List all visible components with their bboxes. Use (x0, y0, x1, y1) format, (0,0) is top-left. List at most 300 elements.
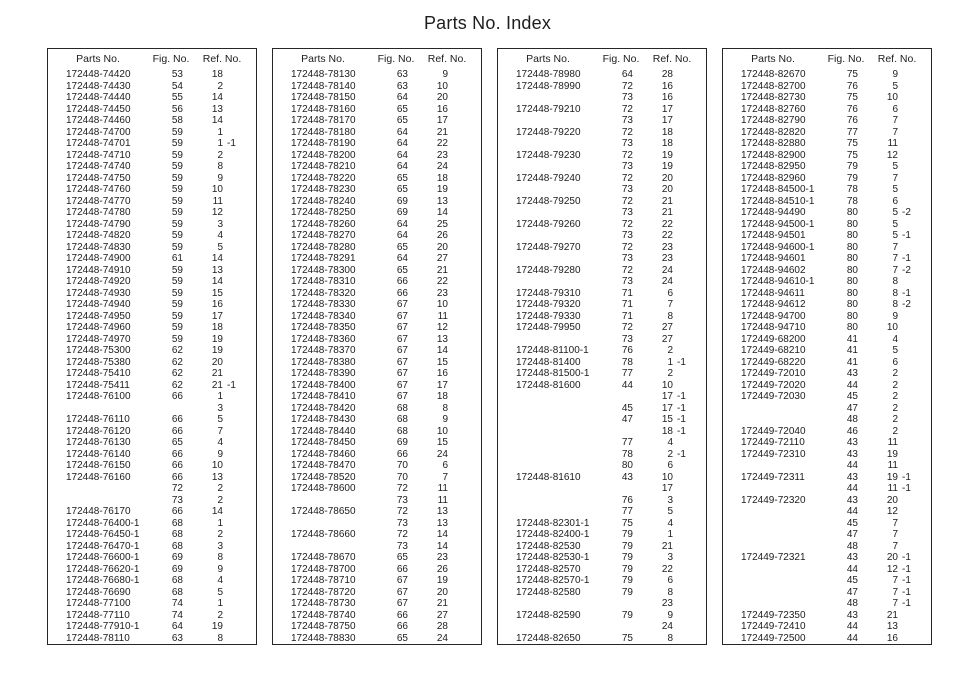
fig-no-cell: 75 (846, 149, 858, 161)
parts-no-cell: 172448-78360 (291, 333, 356, 345)
parts-no-cell: 172448-79270 (516, 241, 581, 253)
ref-no-cell: 21 (661, 207, 673, 218)
parts-no-cell: 172448-76170 (66, 506, 131, 517)
ref-suffix-cell (448, 196, 478, 208)
table-row (273, 587, 481, 599)
table-row (498, 115, 706, 127)
table-row (498, 104, 706, 116)
table-row (723, 150, 931, 162)
fig-no-cell: 68 (171, 540, 183, 552)
fig-no-cell: 80 (846, 207, 858, 218)
table-row (48, 357, 256, 369)
table-row (273, 207, 481, 219)
ref-suffix-cell (448, 403, 478, 415)
parts-no-cell: 172448-82570 (516, 563, 581, 575)
parts-no-cell: 172449-72030 (741, 391, 806, 402)
fig-no-cell: 43 (846, 494, 858, 506)
parts-no-cell: 172448-78250 (291, 207, 356, 218)
parts-no-cell: 172448-74970 (66, 333, 131, 345)
parts-no-cell: 172448-74700 (66, 126, 131, 138)
table-row (723, 322, 931, 334)
fig-no-cell: 76 (621, 345, 633, 356)
table-row (498, 380, 706, 392)
parts-no-cell: 172448-78270 (291, 230, 356, 241)
parts-no-cell: 172448-79950 (516, 322, 581, 333)
fig-no-cell: 63 (396, 80, 408, 92)
ref-no-cell: 11 (887, 138, 898, 149)
parts-no-cell: 172448-78220 (291, 172, 356, 184)
ref-no-cell: 4 (892, 333, 898, 345)
ref-no-cell: 9 (442, 414, 448, 425)
parts-no-cell: 172448-76100 (66, 391, 131, 402)
ref-suffix-cell (898, 173, 928, 185)
ref-no-cell: 2 (217, 483, 223, 494)
ref-no-cell: 28 (661, 69, 673, 80)
ref-no-cell: 5 (217, 241, 223, 253)
table-row (723, 230, 931, 242)
ref-suffix-cell (448, 276, 478, 288)
ref-no-cell: 17 (661, 402, 673, 414)
ref-no-cell: 9 (892, 310, 898, 322)
parts-no-cell: 172448-74920 (66, 276, 131, 287)
ref-no-cell: 21 (436, 598, 448, 609)
ref-no-cell: 27 (661, 322, 673, 333)
parts-no-cell: 172449-72040 (741, 425, 806, 437)
ref-suffix-cell (673, 207, 703, 219)
parts-no-cell: 172448-82580 (516, 586, 581, 598)
fig-no-cell: 48 (846, 598, 858, 609)
table-row (723, 587, 931, 599)
ref-no-cell: 5 (892, 207, 898, 218)
table-row (498, 483, 706, 495)
parts-no-cell: 172448-74960 (66, 322, 131, 333)
table-row (498, 449, 706, 461)
ref-suffix-cell (223, 311, 253, 323)
table-row (48, 219, 256, 231)
parts-no-cell: 172448-82820 (741, 126, 806, 138)
table-row (498, 357, 706, 369)
ref-suffix-cell (223, 92, 253, 104)
ref-no-cell: 17 (661, 115, 673, 126)
fig-no-cell: 80 (621, 460, 633, 471)
fig-no-cell: 44 (846, 460, 858, 471)
ref-suffix-cell (448, 495, 478, 507)
ref-no-cell: 14 (211, 506, 223, 517)
fig-no-cell: 59 (171, 333, 183, 345)
table-row (48, 610, 256, 622)
table-row (48, 506, 256, 518)
parts-no-cell: 172448-78410 (291, 391, 356, 402)
fig-no-cell: 75 (846, 69, 858, 80)
ref-no-cell: 11 (437, 310, 448, 322)
parts-no-cell: 172448-94612 (741, 299, 806, 310)
table-row (273, 621, 481, 633)
ref-no-cell: 21 (661, 195, 673, 207)
table-row (48, 552, 256, 564)
ref-suffix-cell (898, 610, 928, 622)
ref-no-cell: 10 (211, 184, 223, 195)
ref-no-cell: 7 (892, 586, 898, 598)
ref-suffix-cell (673, 92, 703, 104)
parts-no-cell: 172448-84500-1 (741, 184, 815, 195)
fig-no-cell: 65 (396, 115, 408, 126)
ref-no-cell: 2 (892, 414, 898, 425)
table-row (723, 115, 931, 127)
fig-no-cell: 66 (171, 391, 183, 402)
fig-no-cell: 80 (846, 322, 858, 333)
fig-no-cell: 78 (846, 195, 858, 207)
table-row (273, 230, 481, 242)
parts-no-cell (498, 391, 615, 403)
table-row (273, 184, 481, 196)
table-header-row (273, 52, 481, 69)
table-row (48, 184, 256, 196)
ref-no-cell: 22 (436, 138, 448, 149)
fig-no-cell: 76 (846, 80, 858, 92)
table-row (498, 161, 706, 173)
parts-index-table (722, 48, 932, 645)
parts-no-cell: 172448-74770 (66, 195, 131, 207)
ref-no-cell: 20 (436, 241, 448, 253)
parts-no-cell (498, 495, 615, 507)
ref-suffix-cell (223, 506, 253, 518)
ref-suffix-cell (898, 334, 928, 346)
table-row (48, 104, 256, 116)
ref-suffix-cell: -1 (677, 425, 686, 437)
table-row (498, 230, 706, 242)
page-title: Parts No. Index (423, 13, 552, 33)
table-row (723, 518, 931, 530)
ref-no-cell: 14 (436, 345, 448, 356)
ref-suffix-cell (223, 368, 253, 380)
ref-suffix-cell (448, 587, 478, 599)
ref-suffix-cell (448, 598, 478, 610)
parts-no-cell: 172448-78240 (291, 195, 356, 207)
table-row (273, 253, 481, 265)
ref-suffix-cell: -1 (677, 356, 686, 368)
ref-no-cell: 26 (436, 230, 448, 241)
ref-suffix-cell (673, 380, 703, 392)
ref-no-cell: 13 (436, 333, 448, 345)
table-row (48, 368, 256, 380)
fig-no-cell: 79 (621, 540, 633, 552)
parts-no-cell (498, 460, 615, 472)
fig-no-cell: 75 (621, 517, 633, 529)
parts-no-cell: 172448-78380 (291, 356, 356, 368)
table-row (273, 460, 481, 472)
fig-no-cell: 41 (846, 333, 858, 345)
table-row (723, 552, 931, 564)
ref-no-cell: 19 (211, 621, 223, 632)
table-row (723, 414, 931, 426)
ref-no-cell: 8 (667, 586, 673, 598)
fig-no-cell: 44 (846, 563, 858, 575)
fig-no-cell: 79 (621, 563, 633, 575)
ref-suffix-cell (223, 69, 253, 81)
fig-no-cell: 47 (846, 586, 858, 598)
table-row (498, 587, 706, 599)
ref-no-cell: 7 (892, 575, 898, 586)
fig-no-cell: 65 (396, 552, 408, 563)
parts-no-cell: 172448-82530 (516, 540, 581, 552)
ref-no-cell: 17 (211, 310, 223, 322)
parts-no-cell: 172448-82790 (741, 115, 806, 126)
ref-suffix-cell (673, 173, 703, 185)
fig-no-cell: 70 (396, 471, 408, 483)
ref-no-cell: 20 (436, 92, 448, 103)
ref-suffix-cell (898, 242, 928, 254)
ref-suffix-cell (448, 173, 478, 185)
table-row (498, 127, 706, 139)
table-row (48, 345, 256, 357)
parts-no-cell: 172448-78400 (291, 379, 356, 391)
parts-no-cell (48, 483, 165, 495)
table-row (48, 276, 256, 288)
ref-no-cell: 20 (661, 172, 673, 184)
fig-no-header: Fig. No. (602, 53, 640, 65)
ref-suffix-cell: -2 (902, 264, 911, 276)
table-row (48, 311, 256, 323)
ref-no-header: Ref. No. (652, 53, 692, 65)
ref-suffix-cell (448, 357, 478, 369)
ref-no-cell: 7 (892, 517, 898, 529)
parts-no-cell (273, 518, 390, 530)
ref-suffix-cell (448, 322, 478, 334)
parts-no-cell: 172448-82650 (516, 632, 581, 644)
parts-no-cell: 172448-78210 (291, 161, 356, 172)
fig-no-cell: 72 (621, 80, 633, 92)
parts-no-cell: 172448-82400-1 (516, 529, 590, 540)
parts-no-cell: 172448-78830 (291, 632, 356, 644)
table-row (498, 219, 706, 231)
ref-no-cell: 14 (436, 207, 448, 218)
ref-suffix-cell (898, 138, 928, 150)
parts-no-cell: 172448-76150 (66, 460, 131, 471)
parts-no-cell: 172448-82570-1 (516, 575, 590, 586)
ref-no-cell: 13 (211, 264, 223, 276)
fig-no-cell: 73 (621, 138, 633, 149)
ref-no-cell: 1 (217, 598, 223, 609)
parts-no-cell (498, 621, 615, 633)
ref-no-cell: 19 (886, 448, 898, 460)
ref-suffix-cell: -1 (902, 586, 911, 598)
ref-no-cell: 18 (211, 69, 223, 80)
fig-no-cell: 66 (396, 276, 408, 287)
ref-no-cell: 27 (661, 333, 673, 345)
ref-no-cell: 18 (661, 126, 673, 138)
ref-no-cell: 23 (661, 598, 673, 609)
ref-suffix-cell (898, 115, 928, 127)
ref-no-cell: 23 (436, 287, 448, 299)
ref-no-cell: 26 (436, 563, 448, 575)
ref-suffix-cell (898, 161, 928, 173)
parts-no-cell (48, 403, 165, 415)
table-row (723, 161, 931, 173)
fig-no-cell: 46 (846, 425, 858, 437)
ref-suffix-cell (448, 242, 478, 254)
parts-no-cell: 172448-78340 (291, 310, 356, 322)
fig-no-cell: 45 (846, 517, 858, 529)
ref-suffix-cell (223, 552, 253, 564)
ref-suffix-cell: -2 (902, 207, 911, 218)
ref-suffix-cell (673, 322, 703, 334)
ref-no-cell: 3 (217, 218, 223, 230)
ref-no-cell: 20 (436, 586, 448, 598)
parts-no-cell: 172448-74430 (66, 80, 131, 92)
table-row (48, 529, 256, 541)
table-row (723, 311, 931, 323)
fig-no-cell: 79 (621, 586, 633, 598)
fig-no-cell: 72 (621, 218, 633, 230)
parts-no-cell: 172448-79250 (516, 195, 581, 207)
table-row (273, 633, 481, 645)
ref-no-cell: 1 (217, 138, 223, 149)
ref-suffix-cell (223, 276, 253, 288)
parts-no-cell: 172448-75410 (66, 368, 131, 379)
parts-no-cell: 172448-74930 (66, 287, 131, 299)
ref-no-cell: 5 (892, 80, 898, 92)
parts-no-cell: 172448-78320 (291, 287, 356, 299)
parts-no-cell: 172448-78350 (291, 322, 356, 333)
parts-no-cell: 172448-81610 (516, 471, 581, 483)
parts-no-cell: 172448-82670 (741, 69, 806, 80)
fig-no-cell: 68 (171, 575, 183, 586)
fig-no-cell: 41 (846, 345, 858, 356)
table-row (498, 575, 706, 587)
fig-no-cell: 70 (396, 460, 408, 471)
fig-no-cell (615, 483, 633, 495)
fig-no-cell: 76 (621, 494, 633, 506)
parts-no-cell: 172448-74740 (66, 161, 131, 172)
parts-no-cell: 172448-78750 (291, 621, 356, 632)
fig-no-cell: 73 (621, 276, 633, 287)
ref-suffix-cell (673, 345, 703, 357)
table-row (48, 575, 256, 587)
ref-suffix-cell (673, 127, 703, 139)
table-row (498, 345, 706, 357)
ref-suffix-cell (898, 357, 928, 369)
ref-no-cell: 2 (217, 494, 223, 506)
ref-no-cell: 2 (892, 425, 898, 437)
parts-no-cell: 172449-72020 (741, 379, 806, 391)
table-row (498, 633, 706, 645)
parts-no-cell (723, 403, 840, 415)
fig-no-cell: 73 (396, 494, 408, 506)
parts-no-cell: 172448-76110 (66, 414, 130, 425)
fig-no-cell: 65 (396, 632, 408, 644)
fig-no-cell: 73 (621, 184, 633, 195)
parts-no-cell: 172448-76160 (66, 471, 131, 483)
fig-no-cell: 43 (621, 471, 633, 483)
table-row (48, 207, 256, 219)
parts-no-cell: 172448-74460 (66, 115, 131, 126)
ref-no-header: Ref. No. (877, 53, 917, 65)
fig-no-cell: 73 (621, 92, 633, 103)
ref-suffix-cell (448, 81, 478, 93)
parts-no-cell: 172448-78190 (291, 138, 356, 149)
parts-no-cell: 172448-78291 (291, 253, 356, 264)
parts-no-cell (498, 230, 615, 242)
ref-suffix-cell (673, 506, 703, 518)
table-row (723, 276, 931, 288)
parts-no-cell: 172449-72010 (741, 368, 806, 379)
table-row (273, 472, 481, 484)
fig-no-cell: 71 (621, 287, 633, 299)
table-row (48, 334, 256, 346)
ref-no-cell: 23 (661, 241, 673, 253)
ref-suffix-cell (223, 184, 253, 196)
ref-no-cell: 17 (661, 483, 673, 494)
parts-no-cell: 172448-75411 (66, 379, 130, 391)
ref-suffix-cell (448, 506, 478, 518)
ref-suffix-cell (223, 633, 253, 645)
table-row (48, 495, 256, 507)
fig-no-cell: 59 (171, 310, 183, 322)
fig-no-cell: 72 (396, 483, 408, 494)
table-row (273, 495, 481, 507)
ref-no-cell: 19 (211, 345, 223, 356)
parts-no-cell: 172448-77110 (66, 609, 130, 621)
ref-suffix-cell (448, 575, 478, 587)
parts-no-cell: 172448-78440 (291, 425, 356, 437)
fig-no-cell: 80 (846, 299, 858, 310)
ref-no-cell: 19 (886, 471, 898, 483)
table-row (498, 495, 706, 507)
fig-no-cell: 45 (621, 402, 633, 414)
ref-no-cell: 10 (661, 379, 673, 391)
ref-no-cell: 24 (436, 632, 448, 644)
ref-suffix-cell (448, 472, 478, 484)
table-row (723, 403, 931, 415)
fig-no-cell: 79 (621, 529, 633, 540)
table-row (48, 265, 256, 277)
table-row (498, 426, 706, 438)
table-row (723, 483, 931, 495)
ref-suffix-cell (223, 357, 253, 369)
parts-no-cell: 172448-74750 (66, 172, 131, 184)
ref-suffix-cell (448, 345, 478, 357)
parts-no-cell: 172448-94610-1 (741, 276, 815, 287)
ref-suffix-cell (673, 495, 703, 507)
fig-no-cell: 69 (396, 437, 408, 448)
ref-suffix-cell (223, 564, 253, 576)
ref-no-cell: 17 (661, 103, 673, 115)
parts-no-cell: 172449-72350 (741, 609, 806, 621)
ref-no-cell: 12 (211, 207, 223, 218)
fig-no-cell: 72 (396, 529, 408, 540)
fig-no-cell: 73 (621, 115, 633, 126)
ref-no-cell: 11 (887, 483, 898, 494)
parts-no-cell: 172448-74450 (66, 103, 131, 115)
table-row (48, 587, 256, 599)
ref-suffix-cell: -1 (227, 138, 236, 149)
ref-no-cell: 2 (892, 402, 898, 414)
parts-no-cell: 172448-94700 (741, 310, 806, 322)
parts-no-cell: 172448-78300 (291, 264, 356, 276)
fig-no-cell: 67 (396, 575, 408, 586)
ref-no-cell: 24 (661, 264, 673, 276)
ref-suffix-cell: -1 (902, 575, 911, 586)
parts-no-cell: 172448-94501 (741, 230, 806, 241)
fig-no-cell (165, 403, 183, 415)
fig-no-cell: 66 (396, 609, 408, 621)
table-row (723, 575, 931, 587)
table-row (48, 69, 256, 81)
parts-no-cell: 172448-77910-1 (66, 621, 140, 632)
table-row (498, 253, 706, 265)
ref-suffix-cell: -1 (902, 287, 911, 299)
fig-no-cell: 78 (621, 448, 633, 460)
